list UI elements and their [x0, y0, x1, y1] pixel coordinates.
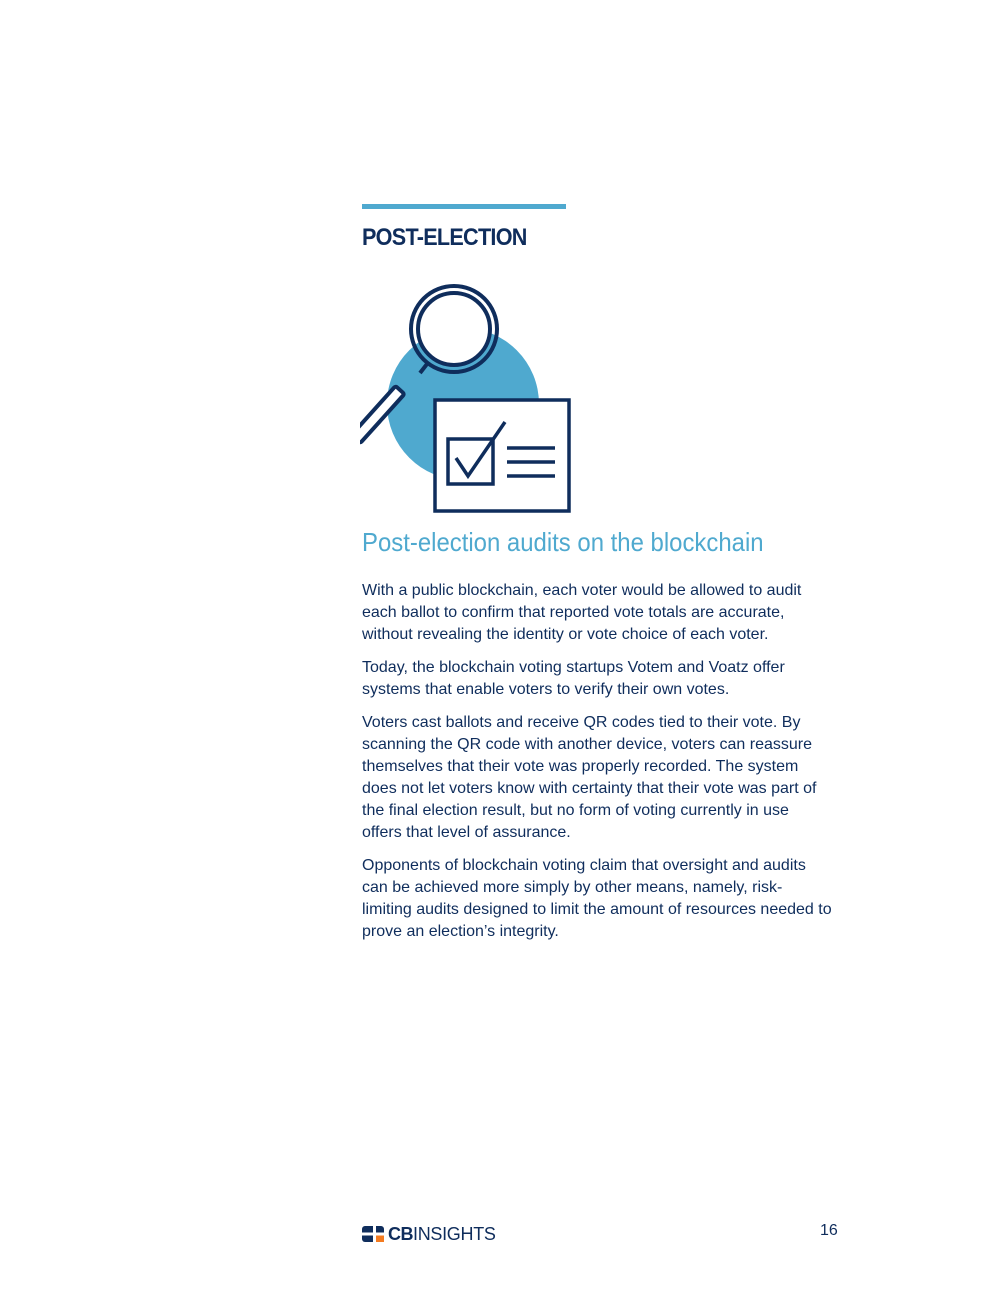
ballot-card-icon: [435, 400, 569, 511]
section-accent-bar: [362, 204, 566, 209]
cb-insights-logo: [362, 1224, 496, 1244]
paragraph: Today, the blockchain voting startups Votem and Voatz offer systems that enable voters to verify their own votes.: [362, 659, 785, 698]
cb-insights-logo-mark-icon: [362, 1226, 384, 1242]
paragraph: Opponents of blockchain voting claim that oversight and audits can be achieved more simply by other means, namely, risk-limiting audits designed to limit the amount of resources needed to prove an election’s integrity.: [362, 857, 832, 940]
section-title: POST-ELECTION: [362, 224, 527, 251]
logo-text-light: INSIGHTS: [413, 1223, 496, 1244]
article-subtitle: Post-election audits on the blockchain: [362, 527, 764, 557]
article-body: [362, 580, 832, 954]
logo-text-bold: CB: [388, 1223, 413, 1244]
page-number: 16: [820, 1222, 838, 1239]
paragraph: With a public blockchain, each voter would be allowed to audit each ballot to confirm that reported vote totals are accurate, without revealing the identity or vote choice of each voter.: [362, 582, 802, 643]
magnifying-glass-ballot-icon: [360, 282, 575, 517]
paragraph: Voters cast ballots and receive QR codes tied to their vote. By scanning the QR code with another device, voters can reassure themselves that their vote was properly recorded. The system does not let voters know with certainty that their vote was part of the final election result, but no form of voting currently in use offers that level of assurance.: [362, 714, 817, 841]
